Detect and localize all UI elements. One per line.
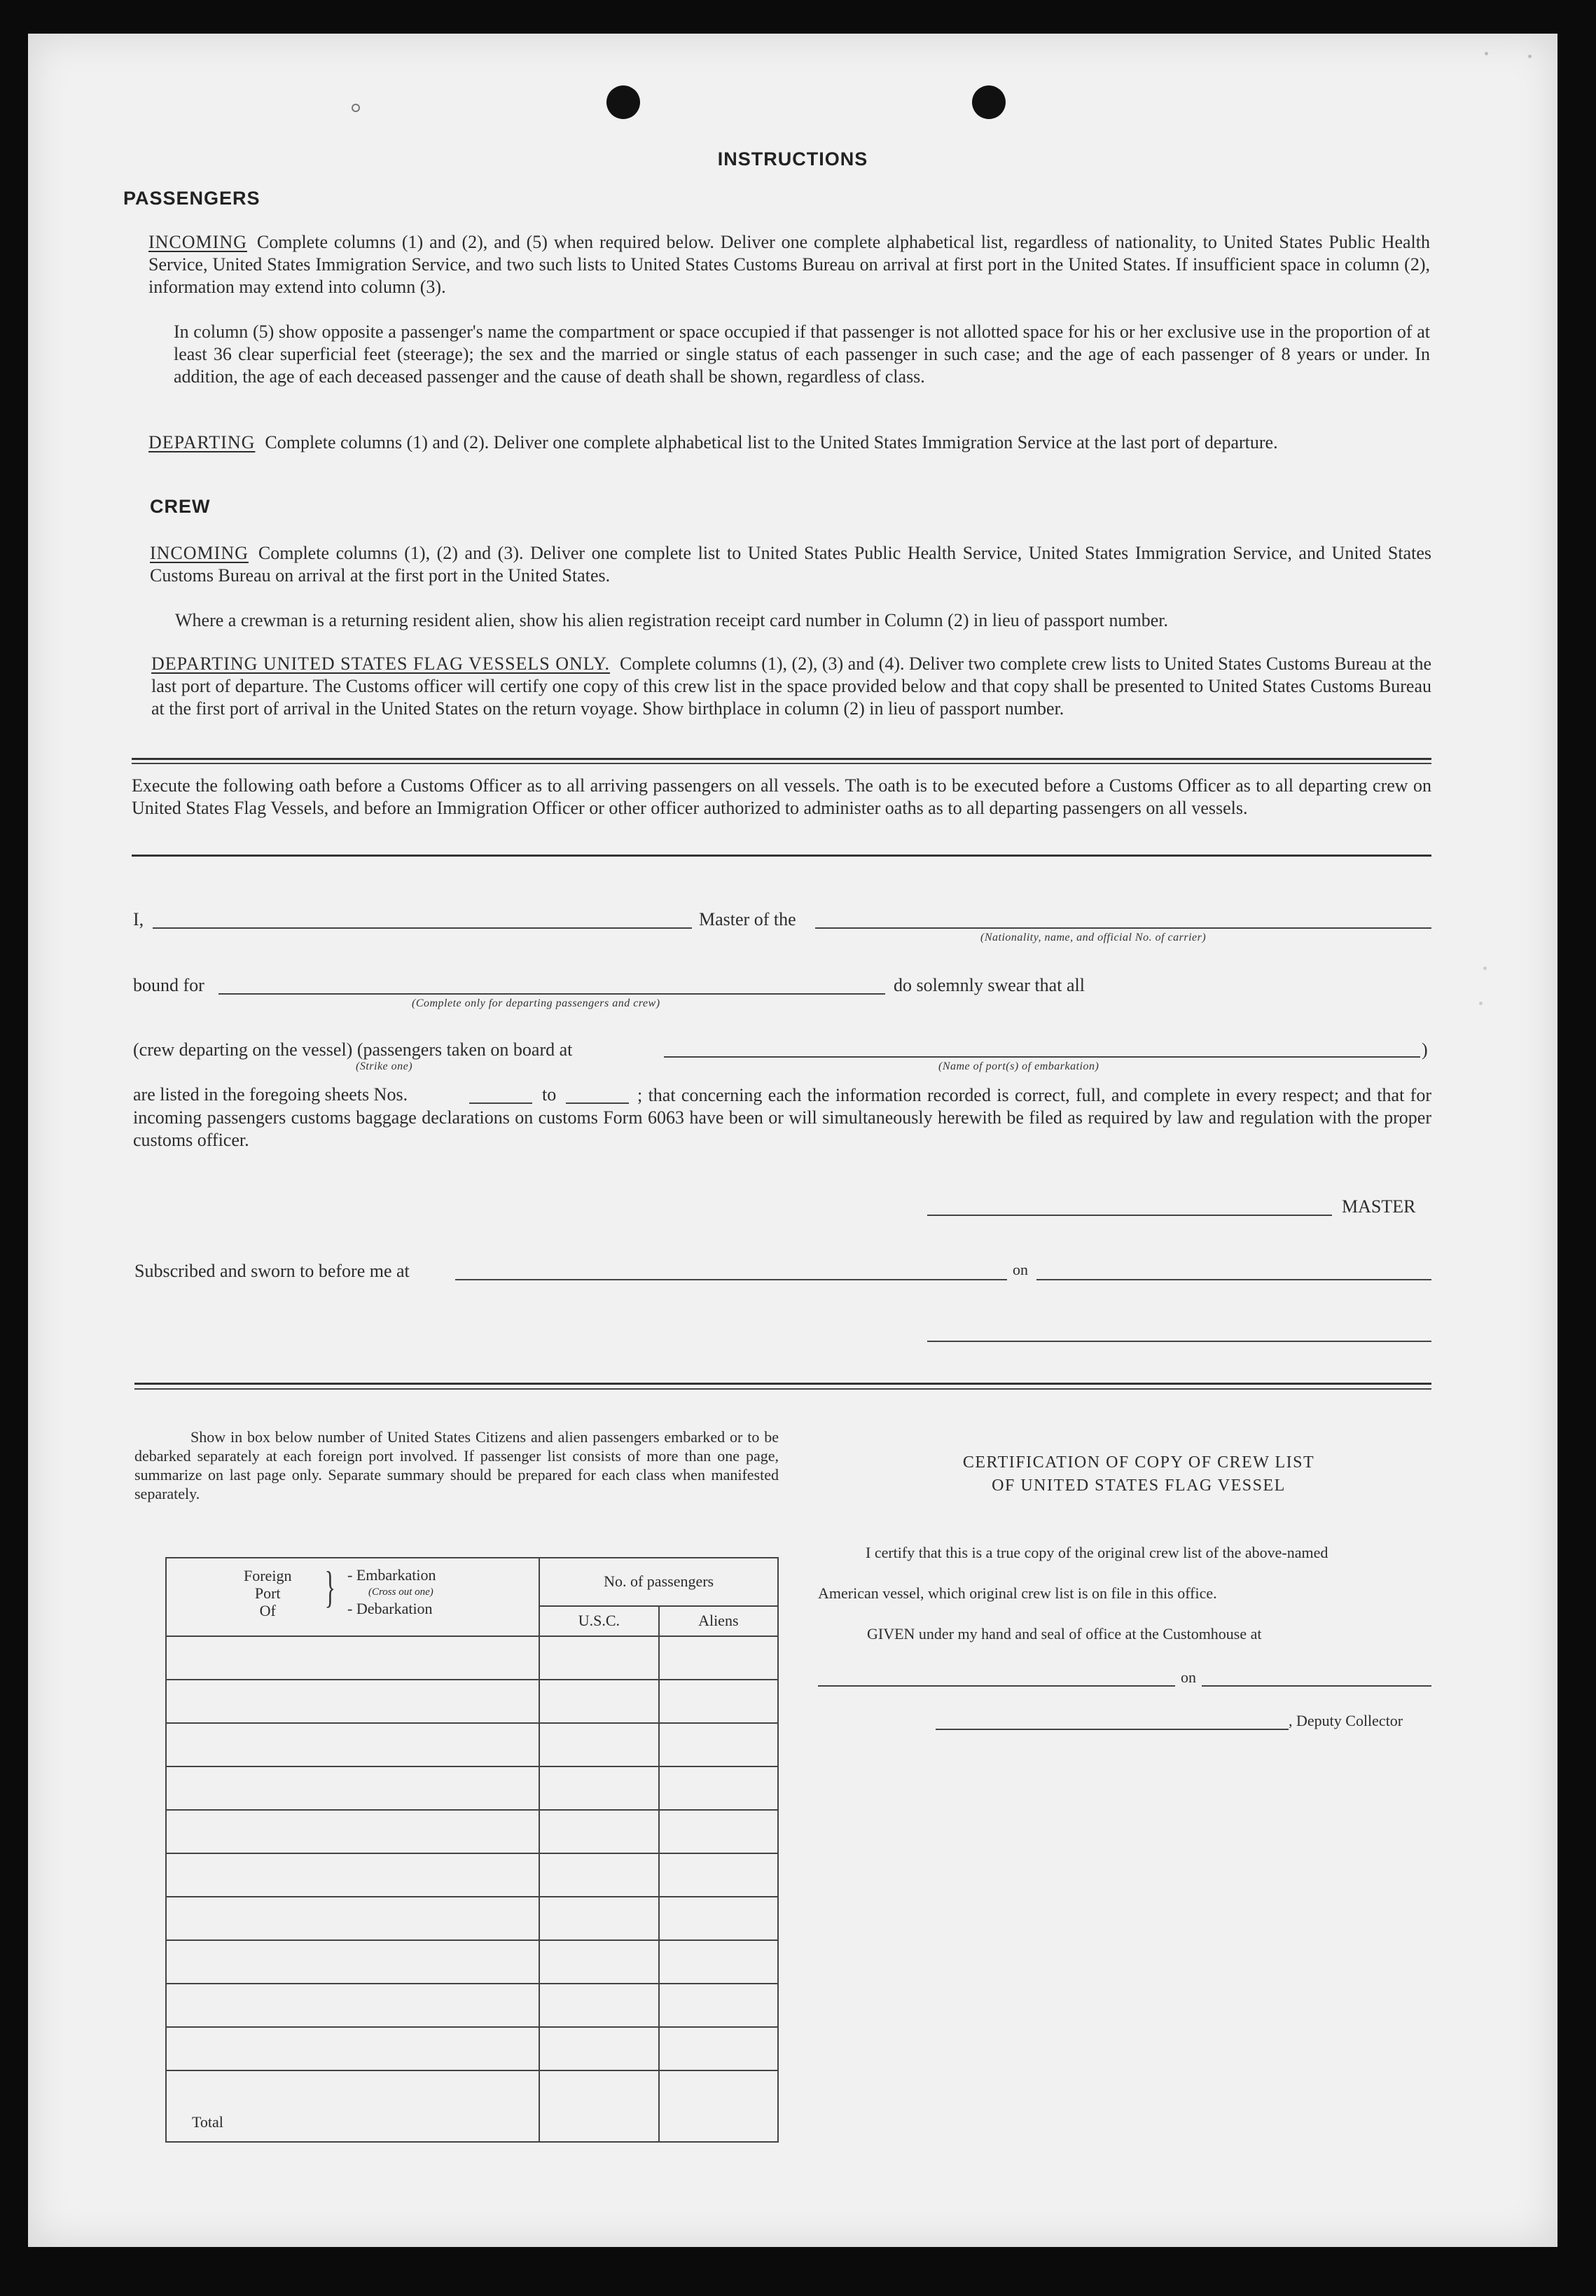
crew-heading: CREW [150, 496, 211, 517]
oath-swear-text: do solemnly swear that all [894, 975, 1085, 995]
bound-for-field[interactable] [218, 993, 885, 995]
passengers-col5-paragraph: In column (5) show opposite a passenger's name the compartment or space occupied if that passenger is not allotted space for his or her exclusive use in the proportion of at least 36 clear superficial feet (steerage); the sex and the married or single status of each passenger in such case; and the age of each passenger of 8 years or under. In addition, the age of each deceased passenger and the cause of death shall be shown, regardless of class. [174, 321, 1430, 387]
crew-incoming-label: INCOMING [150, 543, 249, 563]
divider [132, 758, 1431, 760]
form-page [28, 34, 1557, 2247]
embarkation-port-field[interactable] [664, 1056, 1420, 1058]
table-row [166, 1810, 778, 1853]
passengers-incoming-label: INCOMING [148, 232, 247, 252]
table-row [166, 1853, 778, 1897]
table-row [166, 1897, 778, 1940]
oath-bound-for-label: bound for [133, 975, 204, 995]
certification-title-line-2: OF UNITED STATES FLAG VESSEL [992, 1477, 1286, 1495]
certification-title-line-1: CERTIFICATION OF COPY OF CREW LIST [962, 1453, 1315, 1472]
usc-cell[interactable] [539, 1897, 658, 1940]
paper-speck [352, 104, 360, 112]
port-cell[interactable] [166, 1680, 539, 1723]
master-signature-field[interactable] [927, 1215, 1332, 1216]
embarkation-caption: (Name of port(s) of embarkation) [938, 1060, 1099, 1072]
crew-departing-paragraph [151, 653, 1431, 720]
port-cell[interactable] [166, 1853, 539, 1897]
cross-out-caption: (Cross out one) [368, 1586, 433, 1598]
passengers-incoming-text: Complete columns (1) and (2), and (5) when required below. Deliver one complete alphabetical list, regardless of nationality, to United States Public Health Service, United States Immigration Service, and two such lists to United States Customs Bureau on arrival at first port in the United States. If insufficient space in column (2), information may extend into column (3). [148, 232, 1430, 297]
passengers-departing-paragraph [148, 431, 1430, 454]
divider [132, 763, 1431, 764]
oath-listed-label: are listed in the foregoing sheets Nos. [133, 1084, 408, 1105]
port-cell[interactable] [166, 1810, 539, 1853]
aliens-header: Aliens [659, 1606, 778, 1636]
oath-master-of-label: Master of the [699, 909, 796, 929]
port-summary-table [165, 1557, 779, 2143]
oath-listed-rest: ; that concerning each the information recorded is correct, full, and complete in every respect; and that for incoming passengers customs baggage declarations on customs Form 6063 have been or will simultaneously herewith be filed as required by law and regulation with the proper customs officer. [133, 1085, 1431, 1150]
usc-cell[interactable] [539, 1984, 658, 2027]
oath-crew-departing-text[interactable]: (crew departing on the vessel) (passengers taken on board at [133, 1039, 573, 1060]
port-cell[interactable] [166, 1766, 539, 1810]
usc-cell[interactable] [539, 1853, 658, 1897]
aliens-cell[interactable] [659, 1897, 778, 1940]
crew-resident-paragraph: Where a crewman is a returning resident alien, show his alien registration receipt card number in Column (2) in lieu of passport number. [175, 610, 1169, 630]
page-title: INSTRUCTIONS [717, 148, 868, 170]
usc-header: U.S.C. [539, 1606, 658, 1636]
crew-incoming-paragraph [150, 542, 1431, 587]
scan-speck [1485, 52, 1488, 55]
no-of-passengers-header: No. of passengers [539, 1558, 778, 1606]
sworn-at-field[interactable] [455, 1279, 1007, 1280]
usc-total-cell[interactable] [539, 2070, 658, 2142]
passengers-heading: PASSENGERS [123, 188, 261, 209]
master-label: MASTER [1342, 1196, 1416, 1217]
foreign-label: Foreign [244, 1567, 292, 1584]
aliens-cell[interactable] [659, 1723, 778, 1766]
passengers-incoming-paragraph [148, 231, 1430, 298]
usc-cell[interactable] [539, 1766, 658, 1810]
oath-i-label: I, [133, 909, 144, 929]
port-cell[interactable] [166, 1940, 539, 1984]
carrier-field[interactable] [815, 927, 1431, 929]
scan-speck [1528, 55, 1532, 58]
aliens-cell[interactable] [659, 2027, 778, 2070]
port-cell[interactable] [166, 1636, 539, 1680]
oath-intro: Execute the following oath before a Customs Officer as to all arriving passengers on all vessels. The oath is to be executed before a Customs Officer as to all departing crew on United States Flag Vessels, and before an Immigration Officer or other officer authorized to administer oaths as to all departing passengers on all vessels. [132, 775, 1431, 818]
usc-cell[interactable] [539, 1636, 658, 1680]
crew-departing-label: DEPARTING UNITED STATES FLAG VESSELS ONLY. [151, 653, 611, 674]
table-row [166, 1636, 778, 1680]
divider [132, 855, 1431, 857]
punch-hole [972, 85, 1006, 119]
subscribed-label: Subscribed and sworn to before me at [134, 1261, 410, 1281]
sworn-date-field[interactable] [1036, 1279, 1431, 1280]
total-label: Total [166, 2070, 539, 2142]
of-label: Of [259, 1602, 276, 1619]
foreign-port-of-label [244, 1567, 291, 1619]
embark-debark-options[interactable] [347, 1567, 436, 1617]
customhouse-field[interactable] [818, 1685, 1175, 1687]
aliens-cell[interactable] [659, 1680, 778, 1723]
bound-for-caption: (Complete only for departing passengers and crew) [412, 997, 660, 1009]
foreign-port-header [166, 1558, 539, 1636]
oath-to-label: to [542, 1084, 557, 1105]
port-cell[interactable] [166, 2027, 539, 2070]
table-row [166, 1940, 778, 1984]
certification-given: GIVEN under my hand and seal of office at the Customhouse at [867, 1625, 1262, 1643]
certification-text-2: American vessel, which original crew list is on file in this office. [818, 1584, 1217, 1602]
embarkation-option[interactable]: - Embarkation [347, 1566, 436, 1584]
aliens-cell[interactable] [659, 1766, 778, 1810]
officer-signature-field[interactable] [927, 1341, 1431, 1342]
certification-text-1: I certify that this is a true copy of the original crew list of the above-named [866, 1544, 1328, 1561]
aliens-cell[interactable] [659, 1984, 778, 2027]
aliens-cell[interactable] [659, 1636, 778, 1680]
deputy-collector-signature-field[interactable] [936, 1729, 1289, 1730]
strike-one-caption: (Strike one) [356, 1060, 413, 1072]
master-name-field[interactable] [153, 927, 692, 929]
certification-title [846, 1451, 1431, 1498]
aliens-cell[interactable] [659, 1853, 778, 1897]
aliens-cell[interactable] [659, 1940, 778, 1984]
table-row [166, 1984, 778, 2027]
carrier-caption: (Nationality, name, and official No. of carrier) [980, 932, 1207, 943]
usc-cell[interactable] [539, 2027, 658, 2070]
table-header-row [166, 1558, 778, 1606]
divider [134, 1383, 1431, 1385]
usc-cell[interactable] [539, 1940, 658, 1984]
table-row [166, 1723, 778, 1766]
usc-cell[interactable] [539, 1680, 658, 1723]
summary-instructions: Show in box below number of United States Citizens and alien passengers embarked or to be debarked separately at each foreign port involved. If passenger list consists of more than one page, summarize on last page only. Separate summary should be prepared for each class when manifested separately. [134, 1428, 779, 1502]
port-label: Port [254, 1584, 281, 1602]
aliens-total-cell[interactable] [659, 2070, 778, 2142]
port-cell[interactable] [166, 1984, 539, 2027]
scan-speck [1483, 967, 1487, 970]
deputy-collector-label: , Deputy Collector [1289, 1712, 1403, 1729]
punch-hole [606, 85, 640, 119]
divider [134, 1388, 1431, 1390]
table-row [166, 1766, 778, 1810]
brace-icon: } [324, 1562, 336, 1612]
crew-incoming-text: Complete columns (1), (2) and (3). Deliver one complete list to United States Public Health Service, United States Immigration Service, and United States Customs Bureau on arrival at the first port in the United States. [150, 543, 1431, 586]
table-total-row [166, 2070, 778, 2142]
aliens-cell[interactable] [659, 1810, 778, 1853]
table-row [166, 2027, 778, 2070]
scan-speck [1479, 1002, 1483, 1005]
close-paren: ) [1422, 1039, 1428, 1060]
cert-on-label: on [1181, 1668, 1196, 1686]
passengers-departing-label: DEPARTING [148, 432, 256, 452]
usc-cell[interactable] [539, 1723, 658, 1766]
port-cell[interactable] [166, 1723, 539, 1766]
debarkation-option[interactable]: - Debarkation [347, 1600, 433, 1617]
sworn-on-label: on [1013, 1261, 1028, 1278]
port-cell[interactable] [166, 1897, 539, 1940]
cert-date-field[interactable] [1202, 1685, 1431, 1687]
passengers-departing-text: Complete columns (1) and (2). Deliver one complete alphabetical list to the United States Immigration Service at the last port of departure. [265, 432, 1278, 452]
crew-departing-text: Complete columns (1), (2), (3) and (4). Deliver two complete crew lists to United States Customs Bureau at the last port of departure. The Customs officer will certify one copy of this crew list in the space provided below and that copy shall be presented to United States Customs Bureau at the first port of arrival in the United States on the return voyage. Show birthplace in column (2) in lieu of passport number. [151, 653, 1431, 719]
usc-cell[interactable] [539, 1810, 658, 1853]
table-row [166, 1680, 778, 1723]
